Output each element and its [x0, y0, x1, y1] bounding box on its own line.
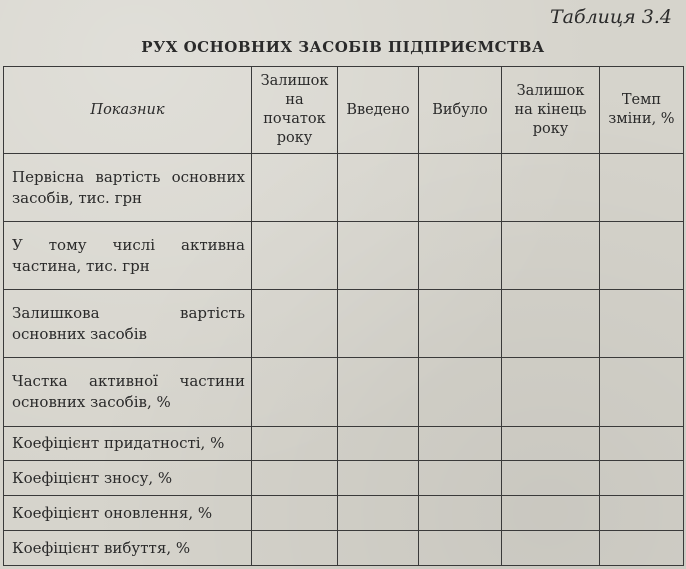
table-cell [502, 154, 600, 222]
table-cell [600, 154, 684, 222]
table-row [4, 290, 684, 358]
table-cell [252, 461, 338, 496]
row-label: Коефіцієнт придатності, % [4, 426, 252, 461]
table-cell [338, 496, 419, 531]
table-cell [502, 496, 600, 531]
row-label: Залишкова вартість основних засобів [4, 290, 252, 358]
row-label: Коефіцієнт зносу, % [4, 461, 252, 496]
table-cell [338, 154, 419, 222]
table-cell [252, 496, 338, 531]
table-row [4, 154, 684, 222]
header-added: Введено [338, 67, 419, 154]
table-cell [338, 222, 419, 290]
header-retired: Вибуло [419, 67, 502, 154]
table-cell [419, 461, 502, 496]
table-cell [252, 426, 338, 461]
table-cell [252, 222, 338, 290]
table-cell [419, 496, 502, 531]
table-cell [419, 290, 502, 358]
table-cell [419, 358, 502, 426]
header-indicator: Показник [4, 67, 252, 154]
table-cell [419, 426, 502, 461]
table-cell [600, 496, 684, 531]
table-cell [338, 358, 419, 426]
table-cell [502, 461, 600, 496]
row-label: Коефіцієнт вибуття, % [4, 531, 252, 566]
table-cell [502, 222, 600, 290]
table-cell [600, 531, 684, 566]
table-cell [502, 358, 600, 426]
row-label: Частка активної частини основних засобів, % [4, 358, 252, 426]
fixed-assets-table [3, 66, 684, 566]
table-cell [252, 358, 338, 426]
table-cell [338, 531, 419, 566]
table-row [4, 358, 684, 426]
header-change-rate: Темп зміни, % [600, 67, 684, 154]
table-row [4, 531, 684, 566]
table-title: РУХ ОСНОВНИХ ЗАСОБІВ ПІДПРИЄМСТВА [141, 38, 545, 56]
row-label: Первісна вартість основних засобів, тис. грн [4, 154, 252, 222]
row-label: Коефіцієнт оновлення, % [4, 496, 252, 531]
table-cell [502, 426, 600, 461]
header-end-balance: Залишок на кінець року [502, 67, 600, 154]
table-cell [252, 290, 338, 358]
table-cell [600, 358, 684, 426]
table-row [4, 496, 684, 531]
table-cell [338, 461, 419, 496]
table-row [4, 222, 684, 290]
table-cell [252, 154, 338, 222]
table-cell [338, 426, 419, 461]
table-caption: Таблиця 3.4 [549, 6, 672, 28]
table-row [4, 461, 684, 496]
table-cell [419, 222, 502, 290]
table-header-row [4, 67, 684, 154]
header-start-balance: Залишок на початок року [252, 67, 338, 154]
table-cell [600, 426, 684, 461]
table-cell [600, 461, 684, 496]
table-cell [419, 154, 502, 222]
table-cell [502, 290, 600, 358]
table-row [4, 426, 684, 461]
table-cell [419, 531, 502, 566]
table-cell [338, 290, 419, 358]
table-cell [600, 290, 684, 358]
table-cell [600, 222, 684, 290]
table-cell [502, 531, 600, 566]
row-label: У тому числі активна частина, тис. грн [4, 222, 252, 290]
table-cell [252, 531, 338, 566]
